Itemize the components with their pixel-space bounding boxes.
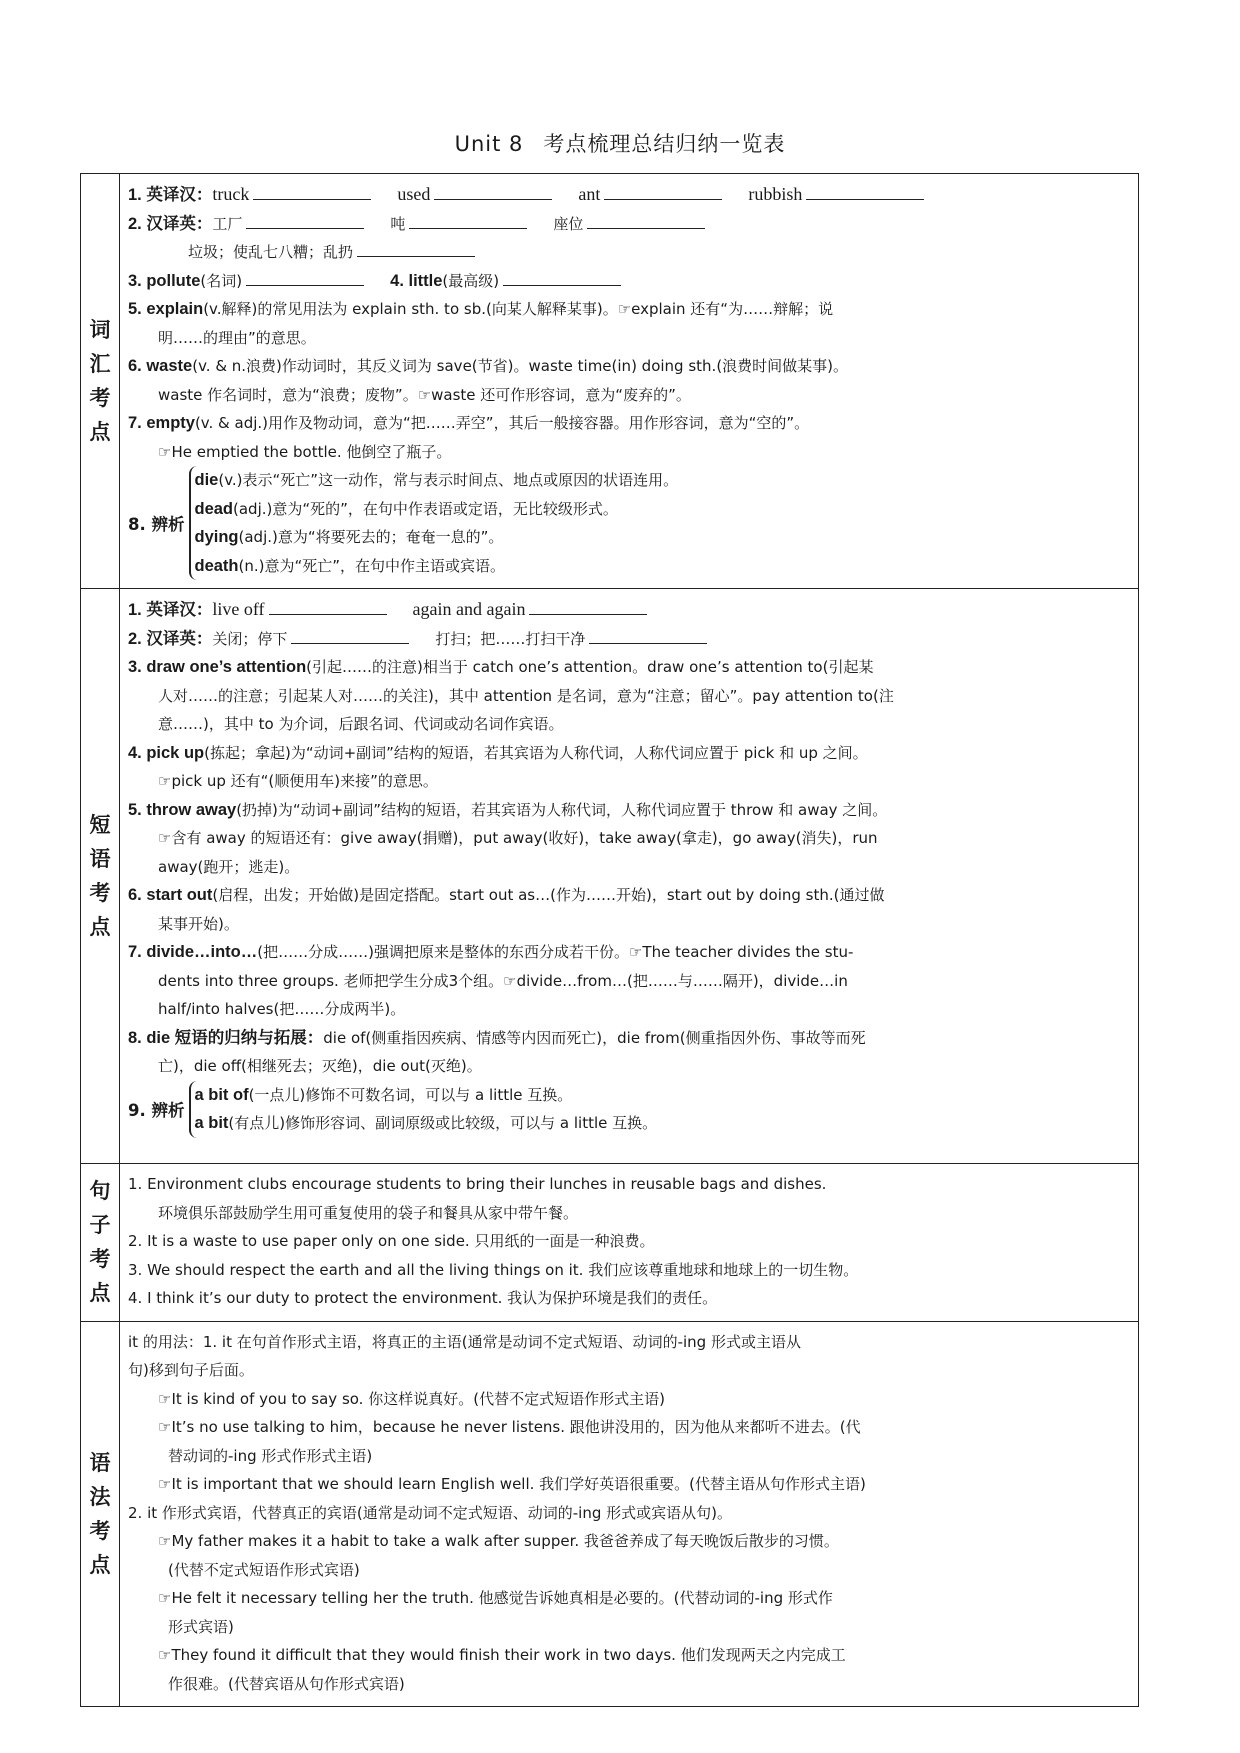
phrase-item-3: 3. draw one’s attention(引起……的注意)相当于 catch one’s attention。draw one’s attention to(引起某 [128, 658, 874, 676]
vocab-content [120, 174, 1139, 589]
vocab-item-2b: 垃圾；使乱七八糟；乱扔 [128, 238, 1130, 267]
phrase-item-8: 8. die 短语的归纳与拓展：die of(侧重指因疾病、情感等内因而死亡)，die from(侧重指因外伤、事故等而死 [128, 1028, 866, 1047]
grammar-1: it 的用法：1. it 在句首作形式主语，将真正的主语(通常是动词不定式短语、动词的-ing 形式或主语从 [128, 1332, 801, 1351]
phrase-label: 短 语 考 点 [81, 589, 120, 1164]
vocab-item-6b: waste 作名词时，意为“浪费；废物”。☞waste 还可作形容词，意为“废弃的”。 [158, 385, 691, 404]
grammar-example-6: ☞They found it difficult that they would finish their work in two days. 他们发现两天之内完成工 [158, 1646, 846, 1664]
vocab-row [81, 174, 1139, 589]
sentence-4: 4. I think it’s our duty to protect the environment. 我认为保护环境是我们的责任。 [128, 1289, 718, 1307]
summary-table [80, 173, 1139, 1707]
phrase-item-5: 5. throw away(扔掉)为“动词+副词”结构的短语，若其宾语为人称代词，人称代词应置于 throw 和 away 之间。 [128, 800, 888, 819]
grammar-label: 语 法 考 点 [81, 1321, 120, 1707]
grammar-2: 2. it 作形式宾语，代替真正的宾语(通常是动词不定式短语、动词的-ing 形式或宾语从句)。 [128, 1503, 732, 1522]
phrase-content: 1. 英译汉：live off again and again 2. 汉译英：关闭；停下 打扫；把……打扫干净 3. draw one’s attention(引起……的注意)相当于 catch one’s attention。draw one’s attention to(引起某 人对……的注意；引起某人对……的关注)，其中 attention 是名词，意为“注意；留心”。pay attention to(注 意……)，其中 to 为介词，后跟名词、代词或动名词作宾语。 4. pick up(拣起；拿起)为“动词+副词”结构的短语，若其宾语为人称代词，人称代词应置于 pick 和 up 之间。 ☞pick up 还有“(顺便用车)来接”的意思。 5. throw away(扔掉)为“动词+副词”结构的短语，若其宾语为人称代词，人称代词应置于 throw 和 away 之间。 ☞含有 away 的短语还有：give away(捐赠)，put away(收好)，take away(拿走)，go away(消失)，run away(跑开；逃走)。 6. start out(启程，出发；开始做)是固定搭配。start out as…(作为……开始)，start out by doing sth.(通过做 某事开始)。 7. divide…into…(把……分成……)强调把原来是整体的东西分成若干份。☞The teacher divides the stu- dents into three groups. 老师把学生分成3个组。☞divide…from…(把……与……隔开)，divide…in half/into halves(把……分成两半)。 8. die 短语的归纳与拓展：die of(侧重指因疾病、情感等内因而死亡)，die from(侧重指因外伤、事故等而死 亡)，die off(相继死去；灭绝)，die out(灭绝)。 9. 辨析 a bit of(一点儿)修饰不可数名词，可以与 a little 互换。 a bit(有点儿)修饰形容词、副词原级或比较级，可以与 a little 互换。 [120, 589, 1139, 1164]
phrase-item-6: 6. start out(启程，出发；开始做)是固定搭配。start out as…(作为……开始)，start out by doing sth.(通过做 [128, 886, 885, 904]
vocab-item-6: 6. waste(v. & n.浪费)作动词时，其反义词为 save(节省)。waste time(in) doing sth.(浪费时间做某事)。 [128, 357, 849, 375]
grammar-example-2: ☞It’s no use talking to him，because he never listens. 跟他讲没用的，因为他从来都听不进去。(代 [158, 1418, 861, 1436]
vocab-item-5b: 明……的理由”的意思。 [158, 328, 316, 347]
phrase-row [81, 589, 1139, 1164]
vocab-item-8: 8. 辨析 die(v.)表示“死亡”这一动作，常与表示时间点、地点或原因的状语连用。 dead(adj.)意为“死的”，在句中作表语或定语，无比较级形式。 dying(adj.)意为“将要死去的；奄奄一息的”。 death(n.)意为“死亡”，在句中作主语或宾语。 [128, 466, 1130, 580]
phrase-item-1: 1. 英译汉：live off again and again [128, 595, 1130, 625]
phrase-item-9: 9. 辨析 a bit of(一点儿)修饰不可数名词，可以与 a little 互换。 a bit(有点儿)修饰形容词、副词原级或比较级，可以与 a little 互换。 [128, 1081, 1130, 1138]
vocab-item-1: 1. 英译汉：truck used ant rubbish [128, 180, 1130, 210]
grammar-content: it 的用法：1. it 在句首作形式主语，将真正的主语(通常是动词不定式短语、动词的-ing 形式或主语从 句)移到句子后面。 ☞It is kind of you to say so. 你这样说真好。(代替不定式短语作形式主语) ☞It’s no use talking to him，because he never listens. 跟他讲没用的，因为他从来都听不进去。(代 替动词的-ing 形式作形式主语) ☞It is important that we should learn English well. 我们学好英语很重要。(代替主语从句作形式主语) 2. it 作形式宾语，代替真正的宾语(通常是动词不定式短语、动词的-ing 形式或宾语从句)。 ☞My father makes it a habit to take a walk after supper. 我爸爸养成了每天晚饭后散步的习惯。 (代替不定式短语作形式宾语) ☞He felt it necessary telling her the truth. 他感觉告诉她真相是必要的。(代替动词的-ing 形式作 形式宾语) ☞They found it difficult that they would finish their work in two days. 他们发现两天之内完成工 作很难。(代替宾语从句作形式宾语) [120, 1321, 1139, 1707]
vocab-item-7b: ☞He emptied the bottle. 他倒空了瓶子。 [158, 442, 452, 461]
title-text: 考点梳理总结归纳一览表 [543, 132, 786, 156]
sentence-label: 句 子 考 点 [81, 1164, 120, 1322]
grammar-example-5: ☞He felt it necessary telling her the truth. 他感觉告诉她真相是必要的。(代替动词的-ing 形式作 [158, 1589, 833, 1607]
sentence-1: 1. Environment clubs encourage students to bring their lunches in reusable bags and dishes. [128, 1175, 827, 1193]
unit-label: Unit 8 [454, 132, 524, 156]
sentence-3: 3. We should respect the earth and all the living things on it. 我们应该尊重地球和地球上的一切生物。 [128, 1260, 859, 1279]
vocab-item-5: 5. explain(v.解释)的常见用法为 explain sth. to sb.(向某人解释某事)。☞explain 还有“为……辩解；说 [128, 300, 834, 318]
sentence-content: 1. Environment clubs encourage students to bring their lunches in reusable bags and dishes. 环境俱乐部鼓励学生用可重复使用的袋子和餐具从家中带午餐。 2. It is a waste to use paper only on one side. 只用纸的一面是一种浪费。 3. We should respect the earth and all the living things on it. 我们应该尊重地球和地球上的一切生物。 4. I think it’s our duty to protect the environment. 我认为保护环境是我们的责任。 [120, 1164, 1139, 1322]
page-title [0, 128, 1240, 158]
grammar-example-1: ☞It is kind of you to say so. 你这样说真好。(代替不定式短语作形式主语) [158, 1389, 665, 1408]
phrase-item-2: 2. 汉译英：关闭；停下 打扫；把……打扫干净 [128, 625, 1130, 654]
sentence-row [81, 1164, 1139, 1322]
grammar-example-4: ☞My father makes it a habit to take a walk after supper. 我爸爸养成了每天晚饭后散步的习惯。 [158, 1532, 839, 1550]
vocab-compare-list: die(v.)表示“死亡”这一动作，常与表示时间点、地点或原因的状语连用。 dead(adj.)意为“死的”，在句中作表语或定语，无比较级形式。 dying(adj.)意为“将要死去的；奄奄一息的”。 death(n.)意为“死亡”，在句中作主语或宾语。 [189, 466, 679, 580]
phrase-item-4: 4. pick up(拣起；拿起)为“动词+副词”结构的短语，若其宾语为人称代词，人称代词应置于 pick 和 up 之间。 [128, 743, 868, 762]
phrase-compare-list: a bit of(一点儿)修饰不可数名词，可以与 a little 互换。 a bit(有点儿)修饰形容词、副词原级或比较级，可以与 a little 互换。 [189, 1081, 658, 1138]
vocab-item-7: 7. empty(v. & adj.)用作及物动词，意为“把……弄空”，其后一般接容器。用作形容词，意为“空的”。 [128, 414, 810, 432]
phrase-item-7: 7. divide…into…(把……分成……)强调把原来是整体的东西分成若干份。☞The teacher divides the stu- [128, 943, 854, 961]
vocab-item-2: 2. 汉译英：工厂 吨 座位 [128, 210, 1130, 239]
grammar-row [81, 1321, 1139, 1707]
vocab-label: 词 汇 考 点 [81, 174, 120, 589]
sentence-2: 2. It is a waste to use paper only on one side. 只用纸的一面是一种浪费。 [128, 1232, 655, 1250]
vocab-item-3: 3. pollute(名词) 4. little(最高级) [128, 267, 1130, 296]
grammar-example-3: ☞It is important that we should learn English well. 我们学好英语很重要。(代替主语从句作形式主语) [158, 1475, 866, 1493]
